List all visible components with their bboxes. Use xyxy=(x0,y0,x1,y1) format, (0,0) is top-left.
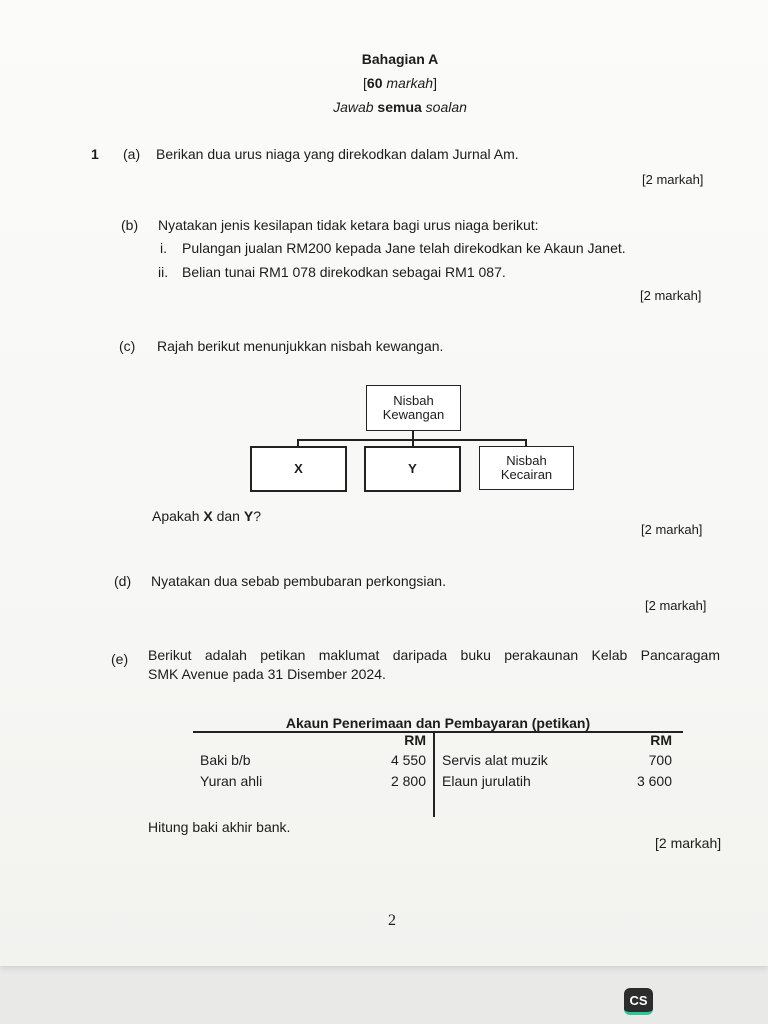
account-top-rule xyxy=(193,731,683,733)
payment-item: Elaun jurulatih xyxy=(442,773,531,789)
part-b-text: Nyatakan jenis kesilapan tidak ketara bagi urus niaga berikut: xyxy=(158,217,539,233)
child-box-liquidity: Nisbah Kecairan xyxy=(479,446,574,490)
child-box-y: Y xyxy=(364,446,461,492)
part-d-marks: [2 markah] xyxy=(645,598,707,613)
part-e-text-line1: Berikut adalah petikan maklumat daripada buku perakaunan Kelab Pancaragam xyxy=(148,647,720,663)
part-a-label: (a) xyxy=(123,146,141,162)
part-b-label: (b) xyxy=(121,217,139,233)
account-divider xyxy=(433,731,435,817)
part-b-item-text: Belian tunai RM1 078 direkodkan sebagai RM1 087. xyxy=(182,264,506,280)
part-c-label: (c) xyxy=(119,338,136,354)
payment-amount: 700 xyxy=(648,752,672,768)
currency-header-right: RM xyxy=(650,732,672,748)
payment-amount: 3 600 xyxy=(636,773,672,789)
part-d-text: Nyatakan dua sebab pembubaran perkongsian. xyxy=(151,573,446,589)
section-title: Bahagian A xyxy=(361,51,439,67)
part-b-marks: [2 markah] xyxy=(640,288,702,303)
section-instruction: Jawab semua soalan xyxy=(333,99,467,115)
part-c-marks: [2 markah] xyxy=(641,522,703,537)
part-b-item-num: i. xyxy=(160,240,167,256)
part-e-ask: Hitung baki akhir bank. xyxy=(148,819,291,835)
part-e-label: (e) xyxy=(111,651,129,667)
receipt-amount: 4 550 xyxy=(390,752,426,768)
part-b-item-text: Pulangan jualan RM200 kepada Jane telah direkodkan ke Akaun Janet. xyxy=(182,240,626,256)
account-title: Akaun Penerimaan dan Pembayaran (petikan) xyxy=(285,715,591,731)
child-box-x: X xyxy=(250,446,347,492)
section-marks: [60 markah] xyxy=(363,75,437,91)
camscanner-logo: CS xyxy=(624,988,653,1015)
page-number: 2 xyxy=(388,912,396,929)
part-a-text: Berikan dua urus niaga yang direkodkan dalam Jurnal Am. xyxy=(156,146,519,162)
receipt-item: Baki b/b xyxy=(200,752,251,768)
currency-header-left: RM xyxy=(404,732,426,748)
part-e-text-line2: SMK Avenue pada 31 Disember 2024. xyxy=(148,666,386,682)
question-number: 1 xyxy=(91,146,99,162)
part-a-marks: [2 markah] xyxy=(642,172,704,187)
part-b-item-num: ii. xyxy=(158,264,169,280)
receipt-amount: 2 800 xyxy=(390,773,426,789)
payment-item: Servis alat muzik xyxy=(442,752,548,768)
root-box: Nisbah Kewangan xyxy=(366,385,461,431)
part-c-ask: Apakah X dan Y? xyxy=(152,508,261,524)
part-d-label: (d) xyxy=(114,573,132,589)
receipt-item: Yuran ahli xyxy=(200,773,263,789)
part-c-text: Rajah berikut menunjukkan nisbah kewangan. xyxy=(157,338,444,354)
part-e-marks: [2 markah] xyxy=(655,835,722,851)
